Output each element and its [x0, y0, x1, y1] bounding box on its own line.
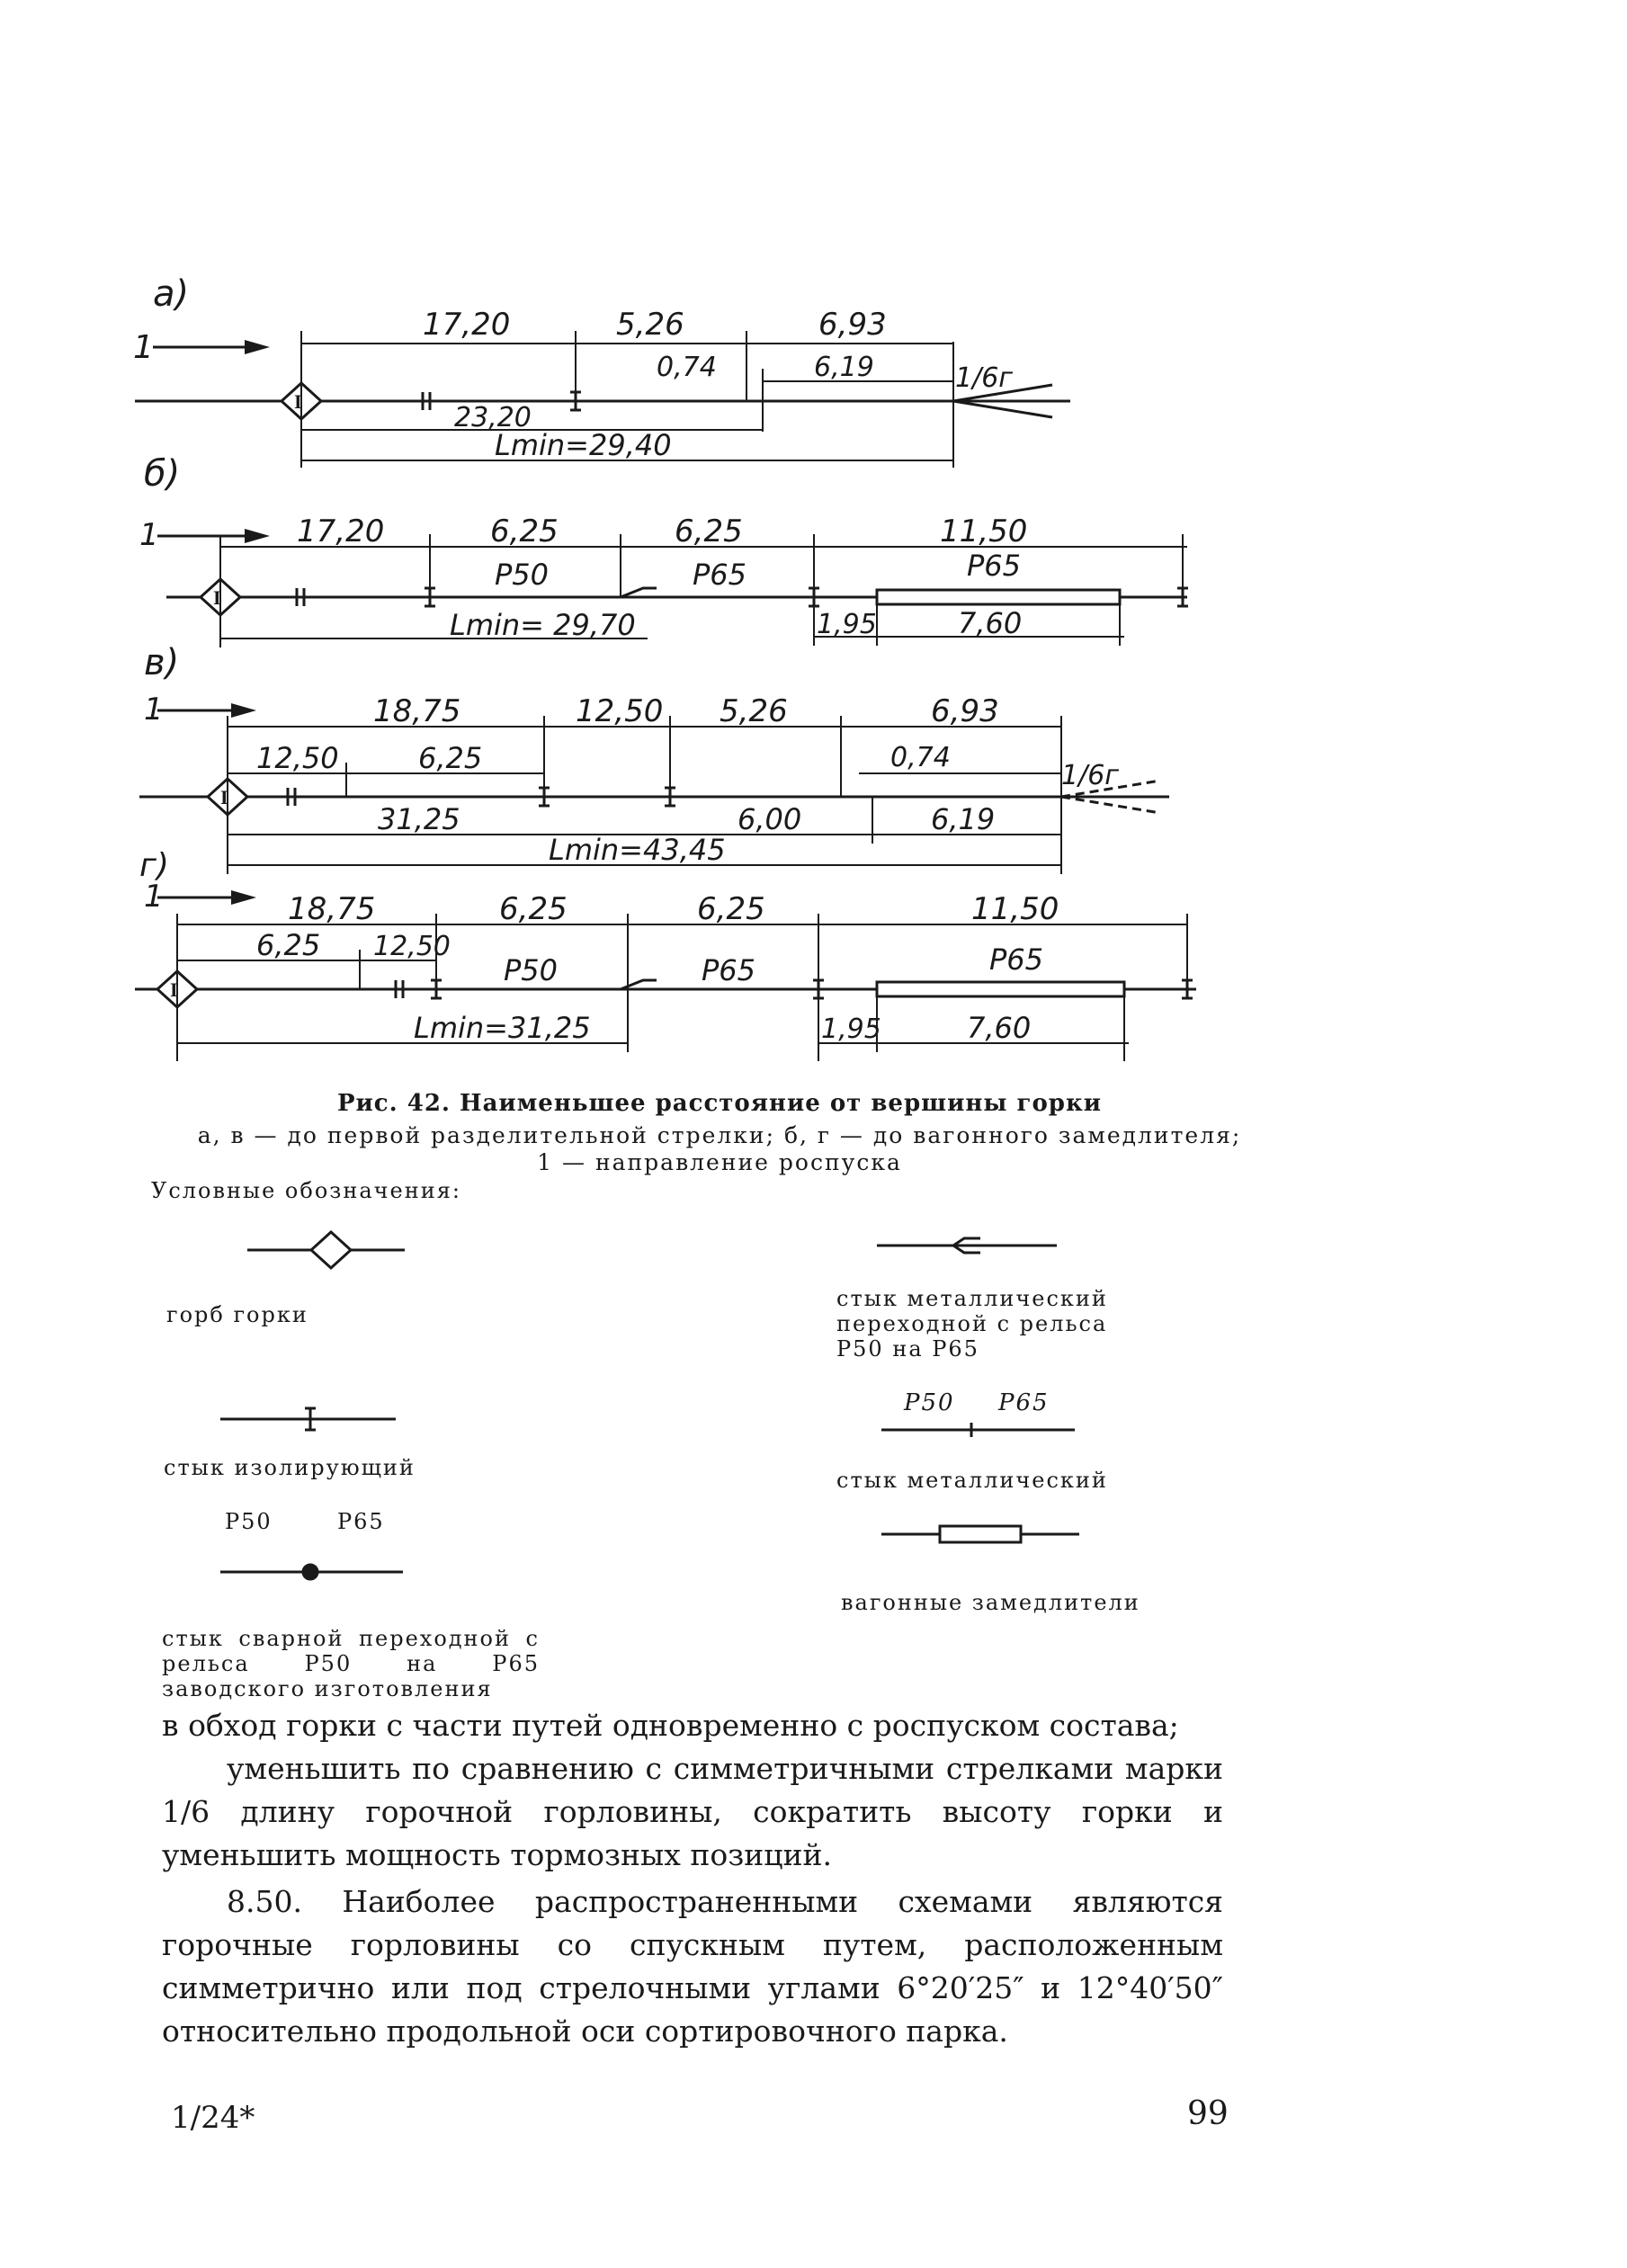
dim-v-7: 0,74 — [890, 742, 951, 773]
dim-b-1: 17,20 — [297, 513, 385, 549]
rail-b-2: P65 — [693, 558, 747, 592]
dim-a-4: 0,74 — [657, 352, 717, 383]
legend-welded-p50: P50 — [225, 1509, 273, 1534]
legend-hump-label: горб горки — [166, 1302, 308, 1327]
svg-text:I: I — [294, 390, 302, 413]
legend-heading: Условные обозначения: — [151, 1178, 461, 1203]
dim-a-3: 6,93 — [818, 307, 887, 343]
dim-a-5: 6,19 — [814, 352, 874, 383]
figure-caption-title: Рис. 42. Наименьшее расстояние от вершины горки — [336, 1090, 1103, 1117]
panel-v-direction: 1 — [144, 692, 164, 728]
legend-metal-p65: P65 — [998, 1389, 1050, 1416]
legend-insulating-label: стык изолирующий — [164, 1455, 416, 1480]
dim-g-6: 12,50 — [373, 931, 451, 962]
dim-v-4: 6,93 — [931, 693, 999, 729]
figure-caption-line3: 1 — направление роспуска — [537, 1149, 902, 1175]
legend-metal-p50: P50 — [904, 1389, 955, 1416]
dim-g-9: 7,60 — [967, 1011, 1032, 1045]
legend-transition-label: стык металлический переходной с рельса P50 на P65 — [836, 1286, 1108, 1362]
dim-b-3: 6,25 — [675, 513, 743, 549]
legend-hump-icon — [247, 1232, 405, 1268]
paragraph-2: уменьшить по сравнению с симметричными стрелками марки 1/6 длину горочной горловины, сократить высоту горки и уменьшить мощность тормозных позиций. — [162, 1751, 1223, 1872]
paragraph-1: в обход горки с части путей одновременно с роспуском состава; — [162, 1708, 1179, 1743]
dim-a-6: 23,20 — [454, 402, 532, 433]
page-number: 99 — [1187, 2095, 1229, 2132]
dim-v-9: 6,00 — [738, 802, 802, 836]
dim-b-5: Lmin= 29,70 — [450, 608, 636, 642]
dim-g-4: 11,50 — [971, 891, 1059, 927]
dim-g-1: 18,75 — [288, 891, 376, 927]
svg-text:I: I — [213, 586, 221, 609]
dim-a-7: Lmin=29,40 — [495, 428, 672, 462]
rail-b-3: P65 — [967, 549, 1022, 583]
dim-b-6: 1,95 — [817, 609, 877, 640]
dim-v-3: 5,26 — [720, 693, 788, 729]
figure-caption-line2: а, в — до первой разделительной стрелки; б, г — до вагонного замедлителя; — [197, 1122, 1242, 1148]
dim-g-5: 6,25 — [256, 928, 321, 962]
dim-v-2: 12,50 — [576, 693, 664, 729]
legend-welded-p65: P65 — [337, 1509, 385, 1534]
panel-a-direction: 1 — [133, 329, 154, 366]
legend-insulating-joint-icon — [220, 1408, 396, 1430]
dim-v-5: 12,50 — [256, 741, 339, 775]
dim-v-10: 6,19 — [931, 802, 996, 836]
legend-retarder-label: вагонные замедлители — [841, 1590, 1140, 1615]
legend-transition-joint-icon — [877, 1238, 1057, 1253]
panel-a-label: a) — [153, 273, 190, 315]
panel-b-direction: 1 — [139, 517, 159, 553]
dim-a-2: 5,26 — [616, 307, 684, 343]
dim-v-6: 6,25 — [418, 741, 483, 775]
paragraph-3: 8.50. Наиболее распространенными схемами являются горочные горловины со спускным путем, расположенным симметрично или под стрелочными углами 6°20′25″ и 12°40′50″ относительно продольной оси сортировочного парка. — [162, 1884, 1223, 2049]
panel-g-label: г) — [139, 847, 169, 884]
dim-b-7: 7,60 — [958, 606, 1023, 640]
panel-v-label: в) — [144, 642, 180, 683]
svg-text:I: I — [170, 978, 178, 1001]
signature-mark: 1/24* — [171, 2100, 255, 2136]
rail-g-2: P65 — [702, 953, 756, 987]
switch-mark-a: 1/6г — [955, 362, 1014, 394]
legend-retarder-icon — [881, 1526, 1079, 1542]
dim-b-2: 6,25 — [490, 513, 559, 549]
body-text — [162, 1704, 1223, 2053]
panel-b-label: б) — [144, 453, 181, 495]
legend-metal-label: стык металлический — [836, 1468, 1108, 1493]
legend-metal-joint-icon — [881, 1423, 1075, 1437]
dim-v-11: Lmin=43,45 — [549, 833, 726, 867]
dim-g-8: 1,95 — [821, 1013, 881, 1045]
dim-g-2: 6,25 — [499, 891, 568, 927]
legend-welded-label: стык сварной переходной с рельса P50 на P65 заводского изготовления — [162, 1626, 540, 1701]
rail-g-3: P65 — [989, 942, 1044, 977]
panel-g-direction: 1 — [144, 879, 164, 915]
dim-b-4: 11,50 — [940, 513, 1028, 549]
dim-a-1: 17,20 — [423, 307, 511, 343]
svg-text:I: I — [220, 786, 228, 808]
dim-g-3: 6,25 — [697, 891, 765, 927]
dim-v-1: 18,75 — [373, 693, 461, 729]
legend-welded-joint-icon — [220, 1565, 403, 1579]
dim-v-8: 31,25 — [378, 802, 460, 836]
rail-b-1: P50 — [495, 558, 550, 592]
switch-mark-v: 1/6г — [1061, 760, 1120, 791]
dim-g-7: Lmin=31,25 — [414, 1011, 591, 1045]
rail-g-1: P50 — [504, 953, 559, 987]
